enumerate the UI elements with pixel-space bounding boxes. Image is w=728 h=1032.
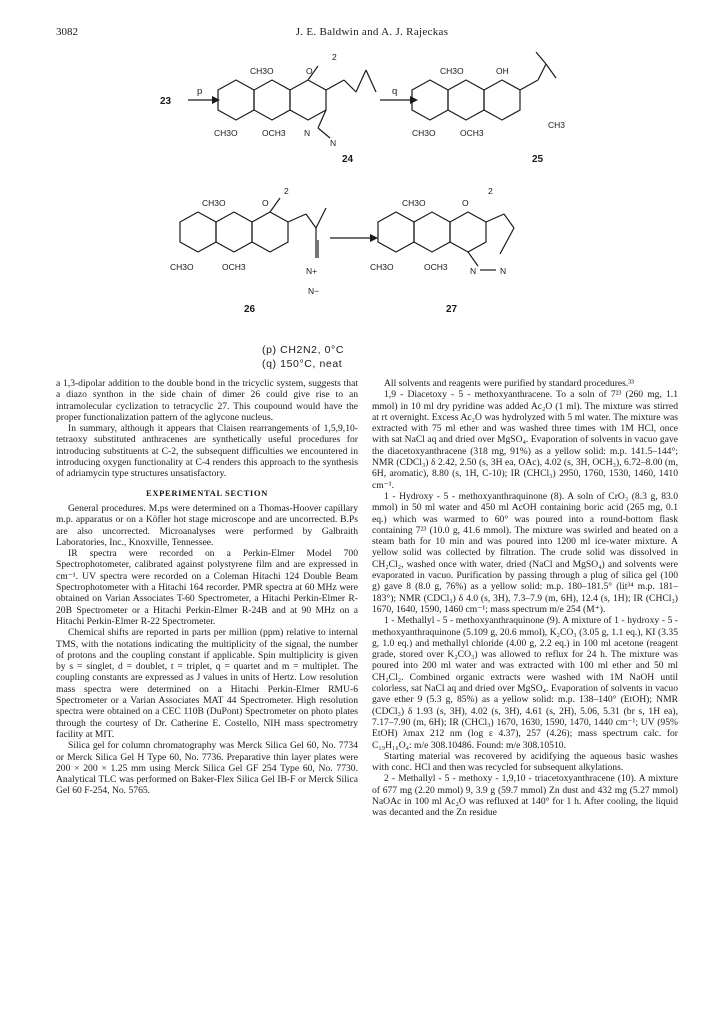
svg-text:OH: OH — [496, 66, 509, 76]
svg-text:CH3O: CH3O — [440, 66, 464, 76]
compound-23-label: 23 — [160, 96, 172, 107]
svg-text:CH3O: CH3O — [202, 198, 226, 208]
header-authors: J. E. Baldwin and A. J. Rajeckas — [295, 26, 449, 38]
paragraph: Silica gel for column chromatography was Merck Silica Gel 60, No. 7734 or Merck Silica Gel H Type 60, No. 7736. Preparative thin layer plates were 200 × 200 × 1.25 mm using Merck Silica Gel GF 254 Type 60, No. 7730. Analytical TLC was performed on Baker-Flex Silica Gel IB-F or Merck Silica Gel 60 F-254, No. 5765. — [56, 740, 358, 797]
paragraph: 1 - Hydroxy - 5 - methoxyanthraquinone (8). A soln of CrO₃ (8.3 g, 83.0 mmol) in 50 ml water and 450 ml AcOH containing boric acid (265 mg, 0.1 eq.) which was warmed to 60° was poured into a round-bottom flask containing 7²³ (10.0 g, 41.6 mmol). The mixture was swirled and heated on a steam bath for 10 min and was poured into 1200 ml ice-water mixture. A yellow solid was collected by filtration. The crude solid was dissolved in CH₂Cl₂, washed once with water, dried (NaCl and MgSO₄) and solvents were evaporated in vacuo. Purification by passing through a plug of silica gel (100 g) gave 8 (8.0 g, 76%) as a yellow solid: m.p. 180–181.5° (lit³⁴ m.p. 181–183°); NMR (CDCl₃) δ 4.0 (s, 3H), 7.3–7.9 (m, 6H), 12.4 (s, 1H); IR (CHCl₃) 1670, 1640, 1590, 1460 cm⁻¹; mass spectrum m/e 254 (M⁺). — [372, 490, 678, 615]
right-column — [372, 378, 678, 819]
paragraph: Starting material was recovered by acidifying the aqueous basic washes with conc. HCl and then was recycled for subsequent alkylations. — [372, 750, 678, 774]
svg-text:O: O — [462, 198, 469, 208]
svg-text:2: 2 — [332, 52, 337, 62]
section-heading: EXPERIMENTAL SECTION — [146, 487, 268, 498]
reaction-scheme — [0, 40, 728, 340]
svg-text:CH3O: CH3O — [170, 262, 194, 272]
svg-text:CH3O: CH3O — [214, 128, 238, 138]
svg-text:N: N — [304, 128, 311, 138]
svg-text:N: N — [330, 138, 337, 148]
compound-24-label: 24 — [342, 154, 354, 165]
paragraph: 1 - Methallyl - 5 - methoxyanthraquinone (9). A mixture of 1 - hydroxy - 5 - methoxyanthraquinone (5.109 g, 20.6 mmol), K₂CO₃ (3.05 g, 1.1 eq.), KI (3.35 g, 1.0 eq.) and methallyl chloride (4.00 g, 2.2 eq.) in 100 ml acetone (reagent grade, stored over K₂CO₃) was allowed to reflux for 24 h. The mixture was poured into 200 ml water and was extracted with 100 ml ether and 50 ml CH₂Cl₂. Combined organic extracts were washed with 1M NaOH until colorless, sat NaCl aq and dried over MgSO₄. Evaporation of solvents in vacuo gave ether 9 (5.3 g, 85%) as a yellow solid: m.p. 138–140° (EtOH); NMR (CDCl₃) δ 1.93 (s, 3H), 4.02 (s, 3H), 4.61 (s, 2H), 5.06, 5.31 (br s, 1H ea), 7.17–7.90 (m, 6H); IR (CHCl₃) 1670, 1630, 1590, 1470, 1440 cm⁻¹; UV (95% EtOH) λmax 212 nm (log ε 4.37), 257 (4.26); mass spectrum calc. for C₁₉H₁₆O₄: m/e 308.10486. Found: m/e 308.10510. — [372, 615, 678, 751]
svg-text:O: O — [262, 198, 269, 208]
paragraph: General procedures. M.ps were determined on a Thomas-Hoover capillary m.p. apparatus or on a Köfler hot stage microscope and are uncorrected. B.Ps are also uncorrected. Microanalyses were performed by Galbraith Laboratories, Inc., Knoxville, Tennessee. — [56, 502, 358, 548]
compound-25-label: 25 — [532, 154, 544, 165]
svg-text:O: O — [306, 66, 313, 76]
reagent-q-label: q — [392, 86, 398, 97]
svg-text:2: 2 — [488, 186, 493, 196]
left-column — [56, 378, 358, 797]
condition-p: (p) CH2N2, 0°C — [262, 344, 345, 356]
page-number: 3082 — [56, 26, 78, 38]
compound-26-label: 26 — [244, 304, 256, 315]
svg-text:N+: N+ — [306, 266, 318, 276]
svg-text:N: N — [470, 266, 477, 276]
paragraph: Chemical shifts are reported in parts per million (ppm) relative to internal TMS, with the notations indicating the multiplicity of the signal, the number of protons and the coupling constant if applicable. Spin multiplicity is given by s = singlet, d = doublet, t = triplet, q = quartet and m = multiplet. The coupling constants are expressed as J values in units of Hertz. Low resolution mass spectra were determined on a Hitachi Perkin-Elmer RMU-6 Spectrometer or a Varian Associates MAT 44 Spectrometer. High resolution spectra were obtained on a CEC 110B (DuPont) Spectrometer on photo plates through the courtesy of Dr. Catherine E. Costello, NIH mass spectrometry facility at MIT. — [56, 627, 358, 740]
svg-text:CH3O: CH3O — [250, 66, 274, 76]
paragraph: 1,9 - Diacetoxy - 5 - methoxyanthracene. To a soln of 7²³ (260 mg, 1.1 mmol) in 10 ml dry pyridine was added Ac₂O (1 ml). The mixture was stirred at rt overnight. Excess Ac₂O was hydrolyzed with 5 ml water. The mixture was extracted with 75 ml ether and was washed three times with 1M HCl, once with sat NaCl aq and dried over MgSO₄. Evaporation of solvents in vacuo gave the diacetoxyanthracene (318 mg, 91%) as a yellow solid: m.p. 141.5–144°; NMR (CDCl₃) δ 2.42, 2.50 (s, 3H ea, OAc), 4.02 (s, 3H, OCH₃), 6.72–8.00 (m, 6H, aromatic), 8.80 (s, 1H, C-10); IR (CHCl₃) 2950, 1760, 1530, 1460, 1410 cm⁻¹. — [372, 389, 678, 491]
svg-text:CH3O: CH3O — [370, 262, 394, 272]
svg-text:CH3O: CH3O — [412, 128, 436, 138]
svg-text:OCH3: OCH3 — [424, 262, 448, 272]
paragraph: 2 - Methallyl - 5 - methoxy - 1,9,10 - triacetoxyanthracene (10). A mixture of 677 mg (2.20 mmol) 9, 3.9 g (59.7 mmol) Zn dust and 432 mg (5.27 mmol) NaOAc in 100 ml Ac₂O was refluxed at 140° for 1 h. After cooling, the liquid was decanted and the Zn residue — [372, 773, 678, 819]
svg-text:OCH3: OCH3 — [222, 262, 246, 272]
svg-text:OCH3: OCH3 — [262, 128, 286, 138]
paragraph: All solvents and reagents were purified by standard procedures.³³ — [384, 378, 635, 389]
svg-text:2: 2 — [284, 186, 289, 196]
reagent-p-label: p — [197, 86, 203, 97]
paragraph: IR spectra were recorded on a Perkin-Elmer Model 700 Spectrophotometer, calibrated against polystyrene film and are expressed in cm⁻¹. UV spectra were recorded on a Coleman Hitachi 124 Double Beam Spectrophotometer with a Hitachi 164 recorder. PMR spectra at 60 MHz were obtained on Varian Associates T-60 Spectrometer, a Hitachi Perkin-Elmer R-20B Spectrometer or a Hitachi Perkin-Elmer R-24B and at 90 MHz on a Hitachi Perkin-Elmer R-22 Spectrometer. — [56, 548, 358, 627]
svg-text:CH3: CH3 — [548, 120, 566, 130]
paragraph: In summary, although it appears that Claisen rearrangements of 1,5,9,10-tetraoxy substituted anthracenes are synthetically useful procedures for introducing substituents at C-2, the subsequent difficulties we encountered in introducing oxygen functionality at C-4 renders this approach to the synthesis of adriamycin type structures unsatisfactory. — [56, 423, 358, 480]
svg-text:N: N — [500, 266, 507, 276]
svg-text:OCH3: OCH3 — [460, 128, 484, 138]
paragraph: a 1,3-dipolar addition to the double bond in the tricyclic system, suggests that a diazo synthon in the side chain of dimer 26 could give rise to an intramolecular cyclization to tetracyclic 27. This coupound would have the proper functionalization pattern of the aglycone nucleus. — [56, 378, 358, 423]
svg-text:N−: N− — [308, 286, 320, 296]
compound-27-label: 27 — [446, 304, 458, 315]
condition-q: (q) 150°C, neat — [262, 358, 343, 370]
svg-text:CH3O: CH3O — [402, 198, 426, 208]
